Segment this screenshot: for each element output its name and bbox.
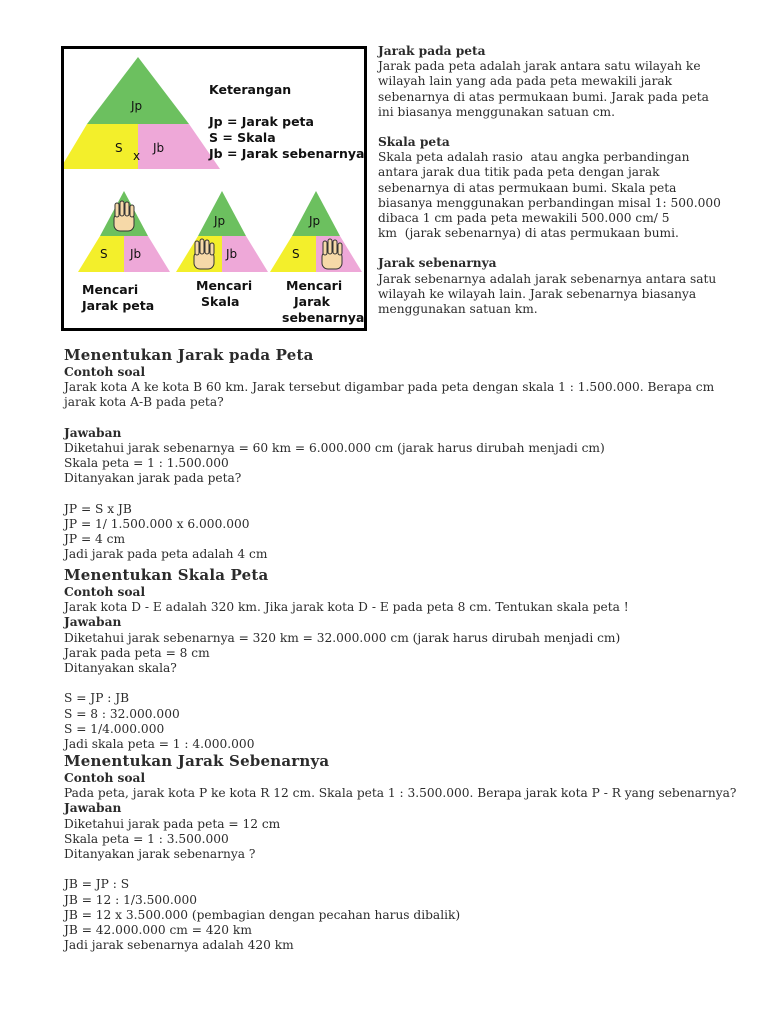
formula-triangle-figure: [61, 46, 367, 331]
definition-line: sebenarnya di atas permukaan bumi. Skala peta: [378, 180, 677, 195]
definition-line: ini biasanya menggunakan satuan cm.: [378, 104, 615, 119]
small1-jb-label: Jb: [130, 247, 142, 261]
small2-jp-label: Jp: [214, 214, 226, 228]
hand-icon: [114, 201, 134, 231]
definition-line: Jarak pada peta adalah jarak antara satu wilayah ke: [378, 59, 701, 74]
section-skala-peta: [64, 566, 629, 752]
definition-title: Skala peta: [378, 135, 450, 150]
triangle-top-section: [87, 57, 189, 124]
section-jarak-pada-peta: [64, 346, 714, 562]
small-triangle-jarak-peta: [78, 191, 170, 313]
section-line: Jarak kota D - E adalah 320 km. Jika jarak kota D - E pada peta 8 cm. Tentukan skala peta !: [64, 600, 629, 615]
definition-line: dibaca 1 cm pada peta mewakili 500.000 cm/ 5: [378, 211, 670, 226]
main-x-label: x: [133, 149, 141, 163]
definition-line: menggunakan satuan km.: [378, 302, 538, 317]
small2-jb-label: Jb: [226, 247, 238, 261]
section-line: Diketahui jarak pada peta = 12 cm: [64, 816, 281, 831]
section-line: S = 8 : 32.000.000: [64, 706, 180, 721]
definition-line: antara jarak dua titik pada peta dengan jarak: [378, 165, 660, 180]
section-subheading: Contoh soal: [64, 365, 146, 379]
section-heading: Menentukan Skala Peta: [64, 566, 269, 584]
section-line: JB = 12 : 1/3.500.000: [64, 892, 198, 907]
section-line: jarak kota A-B pada peta?: [64, 395, 224, 410]
section-line: S = 1/4.000.000: [64, 721, 165, 736]
hand-icon: [322, 239, 342, 269]
section-line: Skala peta = 1 : 3.500.000: [64, 831, 229, 846]
triangle-diagram: [64, 49, 364, 328]
definition-line: sebenarnya di atas permukaan bumi. Jarak pada peta: [378, 89, 709, 104]
legend-item-jp: Jp = Jarak peta: [209, 114, 314, 129]
section-line: JB = 42.000.000 cm = 420 km: [64, 922, 252, 937]
legend-title: Keterangan: [209, 82, 292, 97]
section-line: Jadi jarak pada peta adalah 4 cm: [64, 547, 268, 562]
section-line: Pada peta, jarak kota P ke kota R 12 cm. Skala peta 1 : 3.500.000. Berapa jarak kota P - R yang sebenarnya?: [64, 786, 737, 801]
section-subheading: Jawaban: [64, 615, 122, 630]
definition-line: wilayah lain yang ada pada peta mewakili jarak: [378, 74, 673, 89]
small-triangle-skala: [176, 191, 268, 309]
small2-caption-line2: Skala: [201, 294, 240, 309]
section-line: [64, 487, 714, 502]
main-jp-label: Jp: [131, 99, 143, 113]
small3-s-label: S: [292, 247, 300, 261]
definition-skala-peta: [378, 135, 758, 241]
small3-caption-line1: Mencari: [286, 278, 343, 293]
definition-line: km (jarak sebenarnya) di atas permukaan bumi.: [378, 226, 679, 241]
section-line: Jadi jarak sebenarnya adalah 420 km: [64, 938, 294, 953]
section-line: S = JP : JB: [64, 691, 130, 706]
section-line: Jarak kota A ke kota B 60 km. Jarak tersebut digambar pada peta dengan skala 1 : 1.500.000. Berapa cm: [64, 380, 715, 395]
section-line: JP = 4 cm: [64, 532, 126, 547]
small1-caption-line1: Mencari: [82, 282, 139, 297]
section-line: JP = 1/ 1.500.000 x 6.000.000: [64, 516, 250, 531]
section-line: Ditanyakan skala?: [64, 660, 177, 675]
small1-s-label: S: [100, 247, 108, 261]
small3-jp-label: Jp: [309, 214, 321, 228]
section-line: Jarak pada peta = 8 cm: [64, 645, 210, 660]
section-line: JP = S x JB: [64, 501, 132, 516]
section-line: JB = JP : S: [64, 877, 130, 892]
section-line: Jadi skala peta = 1 : 4.000.000: [64, 736, 255, 751]
main-s-label: S: [115, 141, 123, 155]
section-subheading: Jawaban: [64, 425, 122, 440]
section-line: [64, 676, 629, 691]
section-jarak-sebenarnya: [64, 752, 736, 953]
section-subheading: Jawaban: [64, 801, 122, 816]
section-line: [64, 862, 736, 877]
small-triangle-jarak-sebenarnya: [270, 191, 364, 325]
definition-line: Skala peta adalah rasio atau angka perbandingan: [378, 150, 690, 165]
definitions-column: [378, 44, 758, 317]
small3-caption-line3: sebenarnya: [282, 310, 364, 325]
definition-line: Jarak sebenarnya adalah jarak sebenarnya antara satu: [378, 271, 717, 286]
small1-caption-line2: Jarak peta: [82, 298, 155, 313]
definition-title: Jarak pada peta: [378, 44, 486, 58]
legend-item-s: S = Skala: [209, 130, 276, 145]
section-heading: Menentukan Jarak pada Peta: [64, 346, 314, 364]
small2-caption-line1: Mencari: [196, 278, 253, 293]
definition-jarak-pada-peta: [378, 44, 758, 120]
definition-line: biasanya menggunakan perbandingan misal 1: 500.000: [378, 195, 721, 210]
section-line: JB = 12 x 3.500.000 (pembagian dengan pecahan harus dibalik): [64, 907, 461, 922]
section-heading: Menentukan Jarak Sebenarnya: [64, 752, 330, 770]
main-triangle: [64, 57, 220, 169]
section-subheading: Contoh soal: [64, 771, 146, 785]
section-line: [64, 411, 714, 426]
section-line: Skala peta = 1 : 1.500.000: [64, 456, 229, 471]
triangle-right-section: [138, 124, 220, 169]
definition-jarak-sebenarnya: [378, 256, 758, 317]
hand-icon: [194, 239, 214, 269]
section-line: Ditanyakan jarak pada peta?: [64, 471, 242, 486]
section-subheading: Contoh soal: [64, 585, 146, 599]
section-line: Diketahui jarak sebenarnya = 320 km = 32.000.000 cm (jarak harus dirubah menjadi cm): [64, 630, 621, 645]
triangle-left-section: [64, 124, 141, 169]
main-jb-label: Jb: [153, 141, 165, 155]
section-line: Diketahui jarak sebenarnya = 60 km = 6.000.000 cm (jarak harus dirubah menjadi cm): [64, 440, 605, 455]
section-line: Ditanyakan jarak sebenarnya ?: [64, 846, 256, 861]
legend-item-jb: Jb = Jarak sebenarnya: [209, 146, 364, 161]
definition-title: Jarak sebenarnya: [378, 256, 497, 271]
definition-line: wilayah ke wilayah lain. Jarak sebenarnya biasanya: [378, 286, 697, 301]
small3-caption-line2: Jarak: [294, 294, 330, 309]
